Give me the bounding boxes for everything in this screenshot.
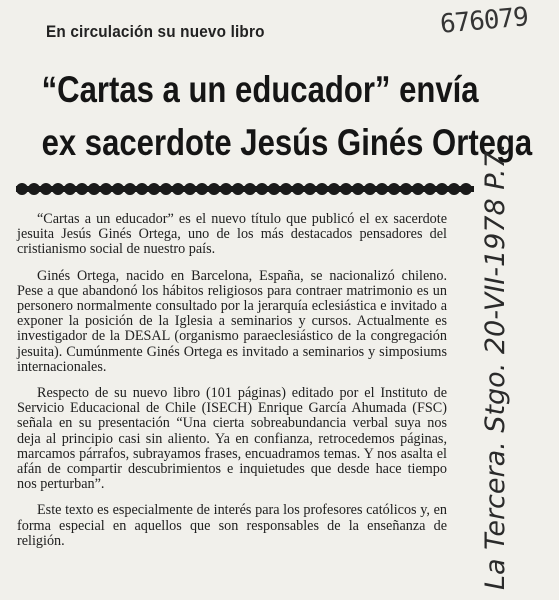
divider-scallop: [436, 183, 448, 195]
divider-scallop: [460, 183, 472, 195]
divider-scallop: [172, 183, 184, 195]
divider-scallop: [328, 183, 340, 195]
divider-scallop: [424, 183, 436, 195]
divider-scallop: [136, 183, 148, 195]
divider-scallop: [88, 183, 100, 195]
divider-scallop: [412, 183, 424, 195]
divider-scallop: [448, 183, 460, 195]
article-body: [17, 212, 447, 560]
divider-scallop: [256, 183, 268, 195]
article-kicker: En circulación su nuevo libro: [46, 22, 265, 41]
divider-scallop: [28, 183, 40, 195]
divider-scallop: [16, 183, 28, 195]
handwritten-source-note: La Tercera. Stgo. 20-VII-1978 P.7.: [480, 142, 511, 590]
divider-scallop: [100, 183, 112, 195]
headline-line-2: ex sacerdote Jesús Ginés Ortega: [41, 122, 533, 163]
scalloped-divider: [16, 181, 474, 197]
paragraph-3: Respecto de su nuevo libro (101 páginas) editado por el Instituto de Servicio Educacional de Chile (ISECH) Enrique García Ahumada (FSC) señala en su presentación “Una cierta sobreabundancia verbal suya nos deja al principio casi sin aliento. Ya en confianza, retrocedemos páginas, marcamos párrafos, subrayamos frases, encuadramos temas. Y nos asalta el afán de compartir descubrimientos e inquietudes que desde hace tiempo nos perturban”.: [17, 385, 447, 493]
divider-scallop: [184, 183, 196, 195]
divider-scallop: [148, 183, 160, 195]
divider-scallop: [388, 183, 400, 195]
divider-scallop: [208, 183, 220, 195]
divider-scallop: [52, 183, 64, 195]
divider-scallop: [124, 183, 136, 195]
divider-scallop: [196, 183, 208, 195]
divider-scallop: [220, 183, 232, 195]
divider-scallop: [376, 183, 388, 195]
divider-scallop: [244, 183, 256, 195]
divider-scallop: [280, 183, 292, 195]
divider-scallop: [304, 183, 316, 195]
divider-scallop: [292, 183, 304, 195]
divider-scallop: [232, 183, 244, 195]
divider-scallop: [400, 183, 412, 195]
headline-line-1: “Cartas a un educador” envía: [41, 69, 479, 110]
divider-scallop: [64, 183, 76, 195]
paragraph-4: Este texto es especialmente de interés para los profesores católicos y, en forma especial en aquellos que son responsables de la enseñanza de religión.: [17, 502, 447, 549]
divider-scallop: [364, 183, 376, 195]
divider-scallop: [316, 183, 328, 195]
divider-scallop: [352, 183, 364, 195]
divider-scallop: [340, 183, 352, 195]
divider-scallop: [268, 183, 280, 195]
divider-scallop: [76, 183, 88, 195]
archive-number-stamp: 676079: [438, 2, 530, 40]
divider-scallop: [112, 183, 124, 195]
divider-scallop: [160, 183, 172, 195]
paragraph-2: Ginés Ortega, nacido en Barcelona, España, se nacionalizó chileno. Pese a que abandonó los hábitos religiosos para contraer matrimonio es un personero normalmente consultado por la jerarquía eclesiástica e invitado a exponer la posición de la Iglesia a seminarios y cursos. Actualmente es investigador de la DESAL (organismo paraeclesiástico de la congregación jesuita). Cumúnmente Ginés Ortega es invitado a seminarios y simposiums internacionales.: [17, 267, 447, 375]
divider-scallop: [40, 183, 52, 195]
paragraph-1: “Cartas a un educador” es el nuevo título que publicó el ex sacerdote jesuita Jesús Ginés Ortega, uno de los más destacados pensadores del cristianismo social de nuestro país.: [17, 211, 447, 258]
